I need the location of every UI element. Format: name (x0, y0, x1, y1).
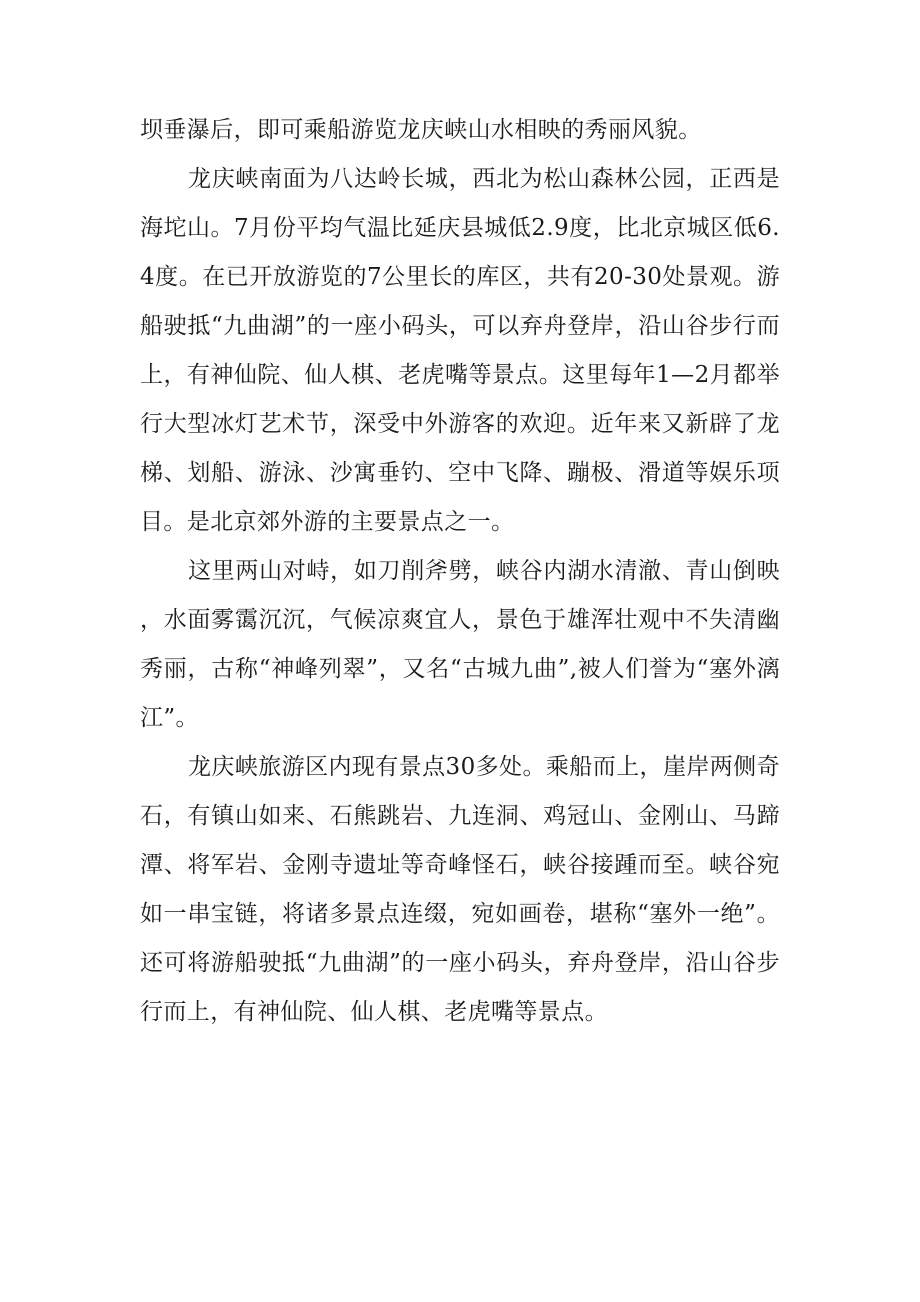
paragraph-location-climate: 龙庆峡南面为八达岭长城，西北为松山森林公园，正西是海坨山。7月份平均气温比延庆县城低2.9度，比北京城区低6.4度。在已开放游览的7公里长的库区，共有20-30处景观。游船驶抵“九曲湖”的一座小码头，可以弃舟登岸，沿山谷步行而上，有神仙院、仙人棋、老虎嘴等景点。这里每年1—2月都举行大型冰灯艺术节，深受中外游客的欢迎。近年来又新辟了龙梯、划船、游泳、沙寓垂钓、空中飞降、蹦极、滑道等娱乐项目。是北京郊外游的主要景点之一。 (140, 166, 780, 535)
document-page (140, 106, 780, 1037)
paragraph-continuation: 坝垂瀑后，即可乘船游览龙庆峡山水相映的秀丽风貌。 (140, 117, 702, 143)
paragraph-attractions: 龙庆峡旅游区内现有景点30多处。乘船而上，崖岸两侧奇石，有镇山如来、石熊跳岩、九连洞、鸡冠山、金刚山、马蹄潭、将军岩、金刚寺遗址等奇峰怪石，峡谷接踵而至。峡谷宛如一串宝链，将诸多景点连缀，宛如画卷，堪称“塞外一绝”。还可将游船驶抵“九曲湖”的一座小码头，弃舟登岸，沿山谷步行而上，有神仙院、仙人棋、老虎嘴等景点。 (140, 754, 780, 1025)
paragraph-scenery: 这里两山对峙，如刀削斧劈，峡谷内湖水清澈、青山倒映，水面雾霭沉沉，气候凉爽宜人，景色于雄浑壮观中不失清幽秀丽，古称“神峰列翠”，又名“古城九曲”,被人们誉为“塞外漓江”。 (140, 558, 780, 731)
